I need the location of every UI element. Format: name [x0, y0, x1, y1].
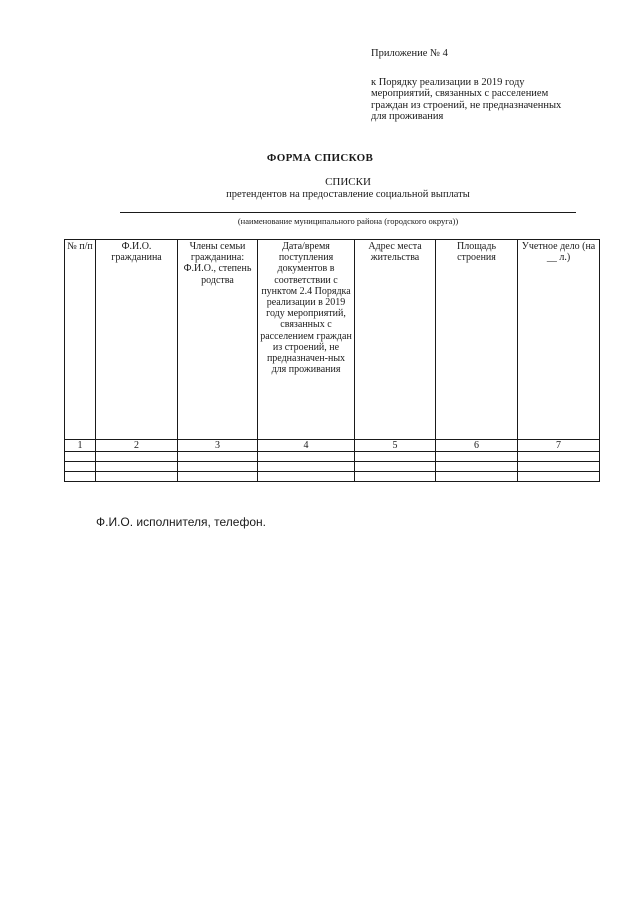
header-cell-file: Учетное дело (на __ л.): [518, 240, 600, 440]
appendix-line: для проживания: [371, 111, 444, 122]
empty-cell: [258, 462, 355, 472]
lists-subtitle: претендентов на предоставление социальной выплаты: [226, 189, 470, 200]
appendix-line: к Порядку реализации в 2019 году: [371, 76, 525, 88]
lists-title: СПИСКИ: [325, 176, 371, 188]
empty-cell: [65, 472, 96, 482]
column-number-cell: 6: [436, 440, 518, 452]
column-number-cell: 2: [96, 440, 178, 452]
empty-cell: [436, 462, 518, 472]
table-row: [65, 472, 600, 482]
empty-cell: [518, 452, 600, 462]
municipality-name-caption: (наименование муниципального района (городского округа)): [237, 216, 459, 226]
header-cell-date: Дата/время поступления документов в соответствии с пунктом 2.4 Порядка реализации в 2019 году мероприятий, связанных с расселением граждан из строений, не предназначен-ных для проживания: [258, 240, 355, 440]
appendix-block: [371, 48, 621, 123]
header-cell-family: Члены семьи гражданина: Ф.И.О., степень родства: [178, 240, 258, 440]
empty-cell: [355, 452, 436, 462]
column-number-row: [65, 440, 600, 452]
empty-cell: [178, 452, 258, 462]
column-number-cell: 3: [178, 440, 258, 452]
empty-cell: [258, 452, 355, 462]
applicants-table: [64, 239, 600, 482]
appendix-title: Приложение № 4: [371, 48, 448, 59]
empty-cell: [518, 472, 600, 482]
table-header-row: [65, 240, 600, 440]
header-cell-name: Ф.И.О. гражданина: [96, 240, 178, 440]
executor-line: Ф.И.О. исполнителя, телефон.: [96, 515, 266, 529]
column-number-cell: 7: [518, 440, 600, 452]
header-cell-address: Адрес места жительства: [355, 240, 436, 440]
empty-cell: [96, 462, 178, 472]
empty-cell: [96, 452, 178, 462]
column-number-cell: 5: [355, 440, 436, 452]
empty-cell: [518, 462, 600, 472]
empty-cell: [355, 472, 436, 482]
empty-cell: [355, 462, 436, 472]
header-cell-area: Площадь строения: [436, 240, 518, 440]
empty-cell: [96, 472, 178, 482]
empty-cell: [178, 472, 258, 482]
table-row: [65, 452, 600, 462]
empty-cell: [65, 462, 96, 472]
header-cell-number: № п/п: [65, 240, 96, 440]
appendix-line: граждан из строений, не предназначенных: [371, 99, 562, 111]
empty-cell: [65, 452, 96, 462]
municipality-name-line: [120, 212, 576, 213]
empty-cell: [436, 452, 518, 462]
empty-cell: [258, 472, 355, 482]
table-row: [65, 462, 600, 472]
form-title: ФОРМА СПИСКОВ: [266, 152, 374, 164]
appendix-line: мероприятий, связанных с расселением: [371, 88, 549, 99]
empty-cell: [436, 472, 518, 482]
column-number-cell: 4: [258, 440, 355, 452]
column-number-cell: 1: [65, 440, 96, 452]
empty-cell: [178, 462, 258, 472]
